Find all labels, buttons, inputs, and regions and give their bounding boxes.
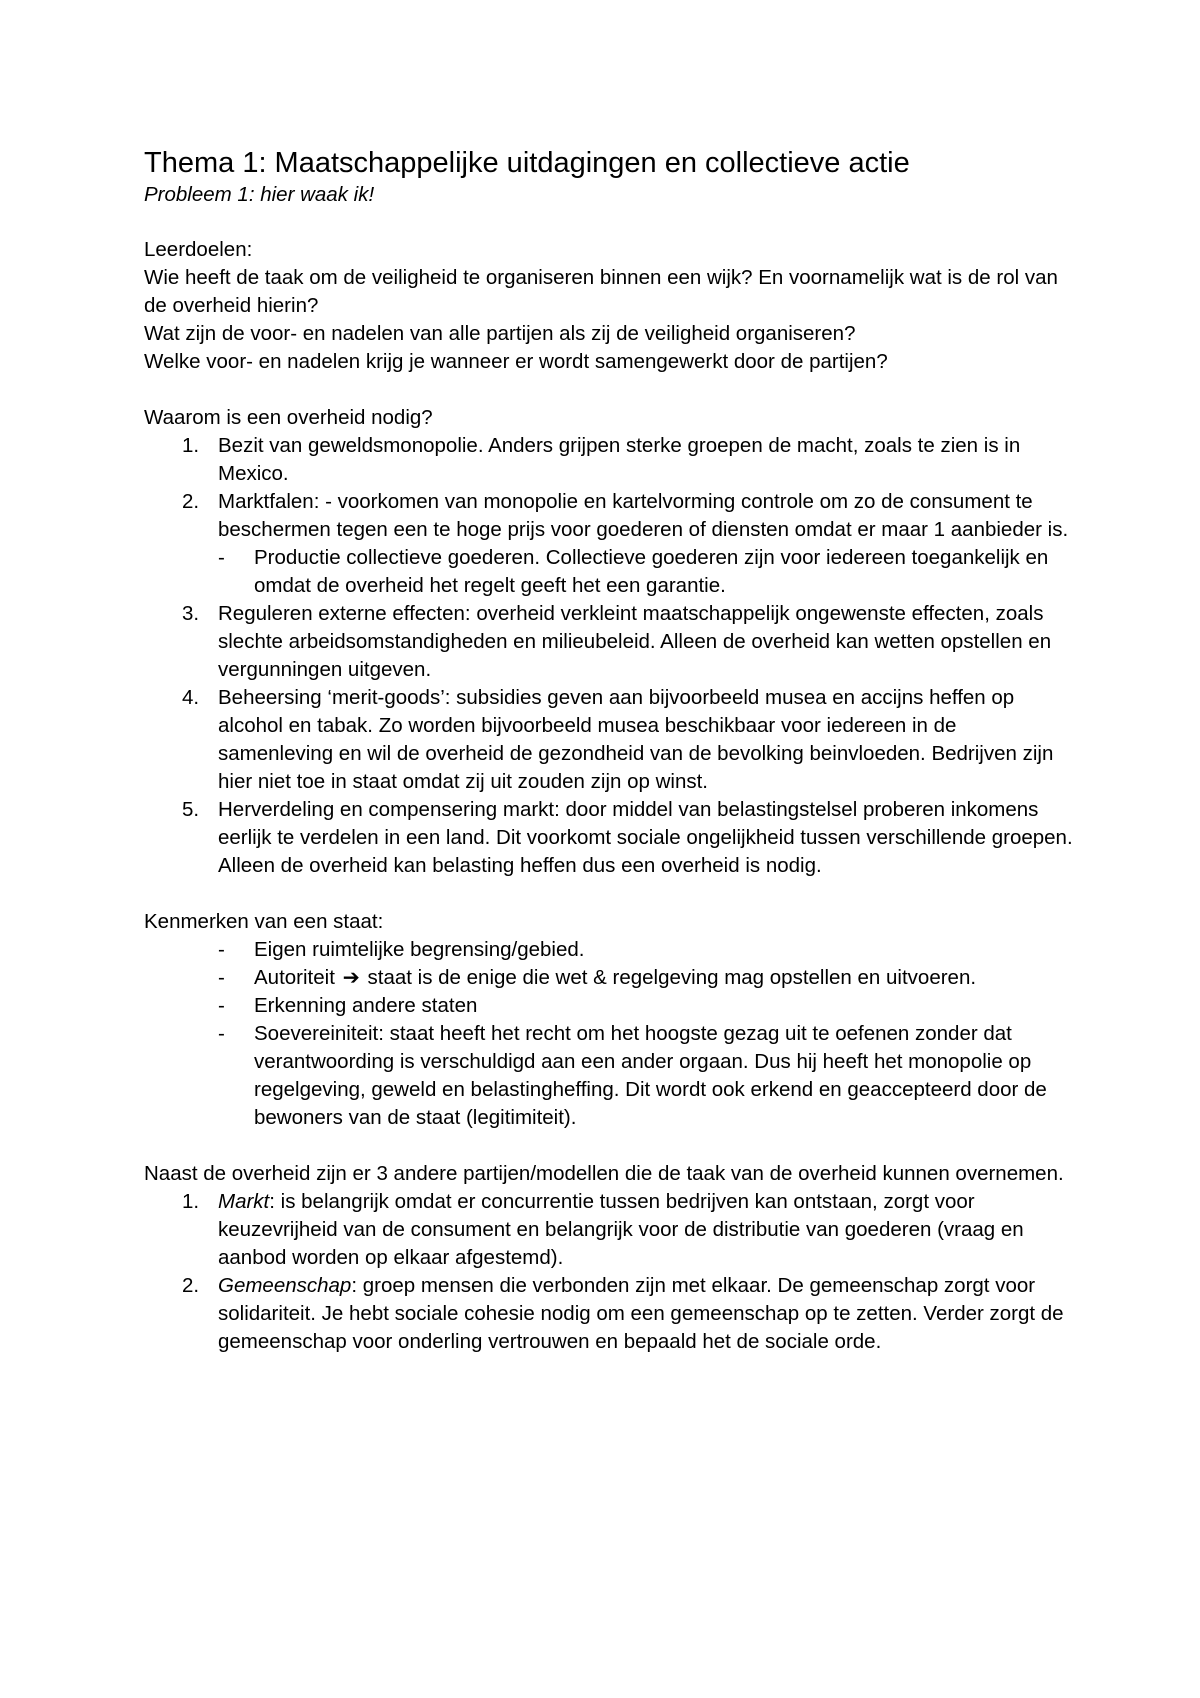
- list-item: [144, 796, 1074, 880]
- page-subtitle: Probleem 1: hier waak ik!: [144, 183, 375, 206]
- leerdoel-line: Wie heeft de taak om de veiligheid te organiseren binnen een wijk? En voornamelijk wat is de rol van de overheid hierin?: [144, 266, 1058, 317]
- list-number: 4.: [182, 686, 200, 709]
- dash-marker: -: [218, 966, 225, 989]
- list-item-text: staat is de enige die wet & regelgeving mag opstellen en uitvoeren.: [367, 966, 977, 989]
- list-item: [144, 992, 1074, 1020]
- list-item-text: Beheersing ‘merit-goods’: subsidies geven aan bijvoorbeeld musea en accijns heffen op alcohol en tabak. Zo worden bijvoorbeeld musea beschikbaar voor iedereen in de samenleving en wil de overheid de gezondheid van de bevolking beinvloeden. Bedrijven zijn hier niet toe in staat omdat zij uit zouden zijn op winst.: [218, 686, 1054, 793]
- term-label: Markt: [218, 1190, 270, 1213]
- list-item-text: Herverdeling en compensering markt: door middel van belastingstelsel proberen inkomens eerlijk te verdelen in een land. Dit voorkomt sociale ongelijkheid tussen verschillende groepen. Alleen de overheid kan belasting heffen dus een overheid is nodig.: [218, 798, 1073, 877]
- document-page: [144, 146, 1074, 1356]
- sub-list-item-text: Productie collectieve goederen. Collectieve goederen zijn voor iedereen toegankelijk en omdat de overheid het regelt geeft het een garantie.: [254, 546, 1049, 597]
- list-item: [144, 1188, 1074, 1272]
- list-number: 2.: [182, 490, 200, 513]
- dash-marker: -: [218, 994, 225, 1017]
- leerdoel-line: Welke voor- en nadelen krijg je wanneer er wordt samengewerkt door de partijen?: [144, 350, 888, 373]
- list-number: 5.: [182, 798, 200, 821]
- spacer: [144, 376, 1074, 404]
- list-number: 1.: [182, 1190, 200, 1213]
- page-title: Thema 1: Maatschappelijke uitdagingen en collectieve actie: [144, 147, 910, 179]
- list-item: [144, 600, 1074, 684]
- list-item: [144, 1020, 1074, 1132]
- list-item-text: Erkenning andere staten: [254, 994, 478, 1017]
- waarom-label: Waarom is een overheid nodig?: [144, 406, 433, 429]
- list-item: [144, 964, 1074, 992]
- term-label: Gemeenschap: [218, 1274, 352, 1297]
- kenmerken-label: Kenmerken van een staat:: [144, 910, 384, 933]
- spacer: [144, 1132, 1074, 1160]
- waarom-list: [144, 432, 1074, 880]
- dash-marker: -: [218, 1022, 225, 1045]
- list-item-text: : groep mensen die verbonden zijn met elkaar. De gemeenschap zorgt voor solidariteit. Je hebt sociale cohesie nodig om een gemeenschap op te zetten. Verder zorgt de gemeenschap voor onderling vertrouwen en bepaald het de sociale orde.: [218, 1274, 1064, 1353]
- naast-paragraph: Naast de overheid zijn er 3 andere partijen/modellen die de taak van de overheid kunnen overnemen.: [144, 1162, 1064, 1185]
- list-number: 3.: [182, 602, 200, 625]
- sub-list: [218, 544, 1074, 600]
- list-item-text: Marktfalen: - voorkomen van monopolie en kartelvorming controle om zo de consument te beschermen tegen een te hoge prijs voor goederen of diensten omdat er maar 1 aanbieder is.: [218, 490, 1069, 541]
- list-item-text: Autoriteit: [254, 966, 335, 989]
- spacer: [144, 208, 1074, 236]
- kenmerken-list: [144, 936, 1074, 1132]
- spacer: [144, 880, 1074, 908]
- list-item: [144, 1272, 1074, 1356]
- list-number: 2.: [182, 1274, 200, 1297]
- leerdoelen-label: Leerdoelen:: [144, 238, 253, 261]
- list-item-text: Eigen ruimtelijke begrensing/gebied.: [254, 938, 585, 961]
- dash-marker: -: [218, 546, 225, 569]
- list-item: [144, 432, 1074, 488]
- leerdoel-line: Wat zijn de voor- en nadelen van alle partijen als zij de veiligheid organiseren?: [144, 322, 856, 345]
- list-item-text: Bezit van geweldsmonopolie. Anders grijpen sterke groepen de macht, zoals te zien is in Mexico.: [218, 434, 1021, 485]
- list-item: [144, 936, 1074, 964]
- list-item-text: Soevereiniteit: staat heeft het recht om het hoogste gezag uit te oefenen zonder dat verantwoording is verschuldigd aan een ander orgaan. Dus hij heeft het monopolie op regelgeving, geweld en belastingheffing. Dit wordt ook erkend en geaccepteerd door de bewoners van de staat (legitimiteit).: [254, 1022, 1047, 1129]
- list-number: 1.: [182, 434, 200, 457]
- sub-list-item: [218, 544, 1074, 600]
- list-item: [144, 488, 1074, 600]
- list-item-text: : is belangrijk omdat er concurrentie tussen bedrijven kan ontstaan, zorgt voor keuzevrijheid van de consument en belangrijk voor de distributie van goederen (vraag en aanbod worden op elkaar afgestemd).: [218, 1190, 1024, 1269]
- list-item: [144, 684, 1074, 796]
- arrow-right-icon: ➔: [342, 966, 360, 989]
- list-item-text: Reguleren externe effecten: overheid verkleint maatschappelijk ongewenste effecten, zoals slechte arbeidsomstandigheden en milieubeleid. Alleen de overheid kan wetten opstellen en vergunningen uitgeven.: [218, 602, 1052, 681]
- partijen-list: [144, 1188, 1074, 1356]
- dash-marker: -: [218, 938, 225, 961]
